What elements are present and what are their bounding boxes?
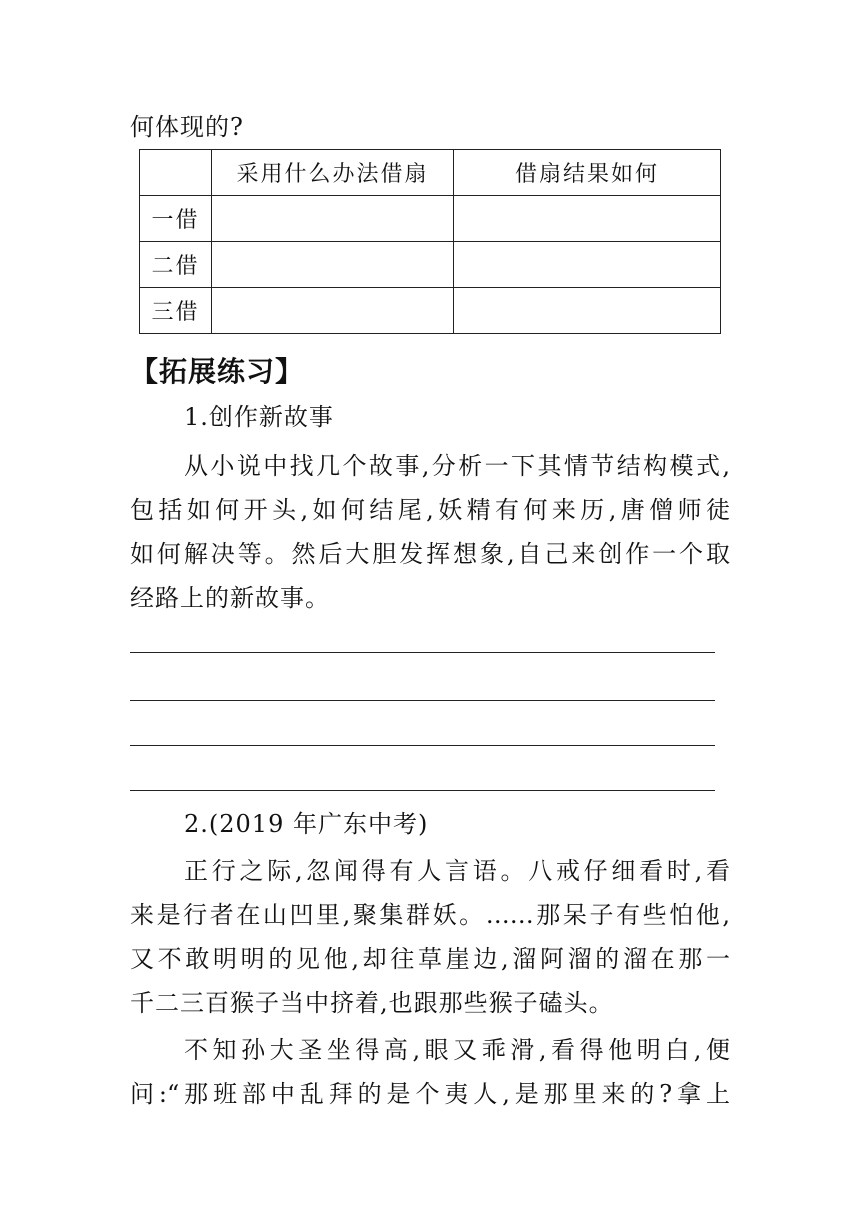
item1-line: 如何解决等。然后大胆发挥想象,自己来创作一个取 <box>130 540 730 568</box>
item1-line: 经路上的新故事。 <box>130 584 330 612</box>
item1-line: 从小说中找几个故事,分析一下其情节结构模式, <box>184 452 730 480</box>
answer-line[interactable] <box>130 745 715 746</box>
borrow-fan-table <box>139 149 721 334</box>
item1-line: 包括如何开头,如何结尾,妖精有何来历,唐僧师徒 <box>130 496 730 524</box>
answer-cell-method[interactable] <box>212 242 454 288</box>
item2-title: 2.(2019 年广东中考) <box>184 810 429 838</box>
passage-line: 不知孙大圣坐得高,眼又乖滑,看得他明白,便 <box>184 1036 730 1064</box>
row-label: 三借 <box>140 288 212 334</box>
answer-line[interactable] <box>130 652 715 653</box>
item1-title: 1.创作新故事 <box>184 403 334 431</box>
table-header-cell <box>140 150 212 196</box>
answer-cell-method[interactable] <box>212 196 454 242</box>
row-label: 一借 <box>140 196 212 242</box>
passage-line: 千二三百猴子当中挤着,也跟那些猴子磕头。 <box>130 989 614 1017</box>
table-header-row <box>140 150 721 196</box>
answer-cell-result[interactable] <box>454 288 721 334</box>
row-label: 二借 <box>140 242 212 288</box>
answer-line[interactable] <box>130 700 715 701</box>
passage-line: 正行之际,忽闻得有人言语。八戒仔细看时,看 <box>184 857 730 885</box>
passage-line: 问:“那班部中乱拜的是个夷人,是那里来的?拿上 <box>130 1080 730 1108</box>
table-row <box>140 242 721 288</box>
answer-cell-result[interactable] <box>454 242 721 288</box>
intro-line: 何体现的? <box>130 113 244 141</box>
table-header-result: 借扇结果如何 <box>454 150 721 196</box>
table-row <box>140 288 721 334</box>
table-row <box>140 196 721 242</box>
passage-line: 来是行者在山凹里,聚集群妖。……那呆子有些怕他, <box>130 901 730 929</box>
section-heading: 【拓展练习】 <box>130 355 305 388</box>
answer-cell-result[interactable] <box>454 196 721 242</box>
passage-line: 又不敢明明的见他,却往草崖边,溜阿溜的溜在那一 <box>130 945 730 973</box>
table-header-method: 采用什么办法借扇 <box>212 150 454 196</box>
answer-line[interactable] <box>130 790 715 791</box>
answer-cell-method[interactable] <box>212 288 454 334</box>
